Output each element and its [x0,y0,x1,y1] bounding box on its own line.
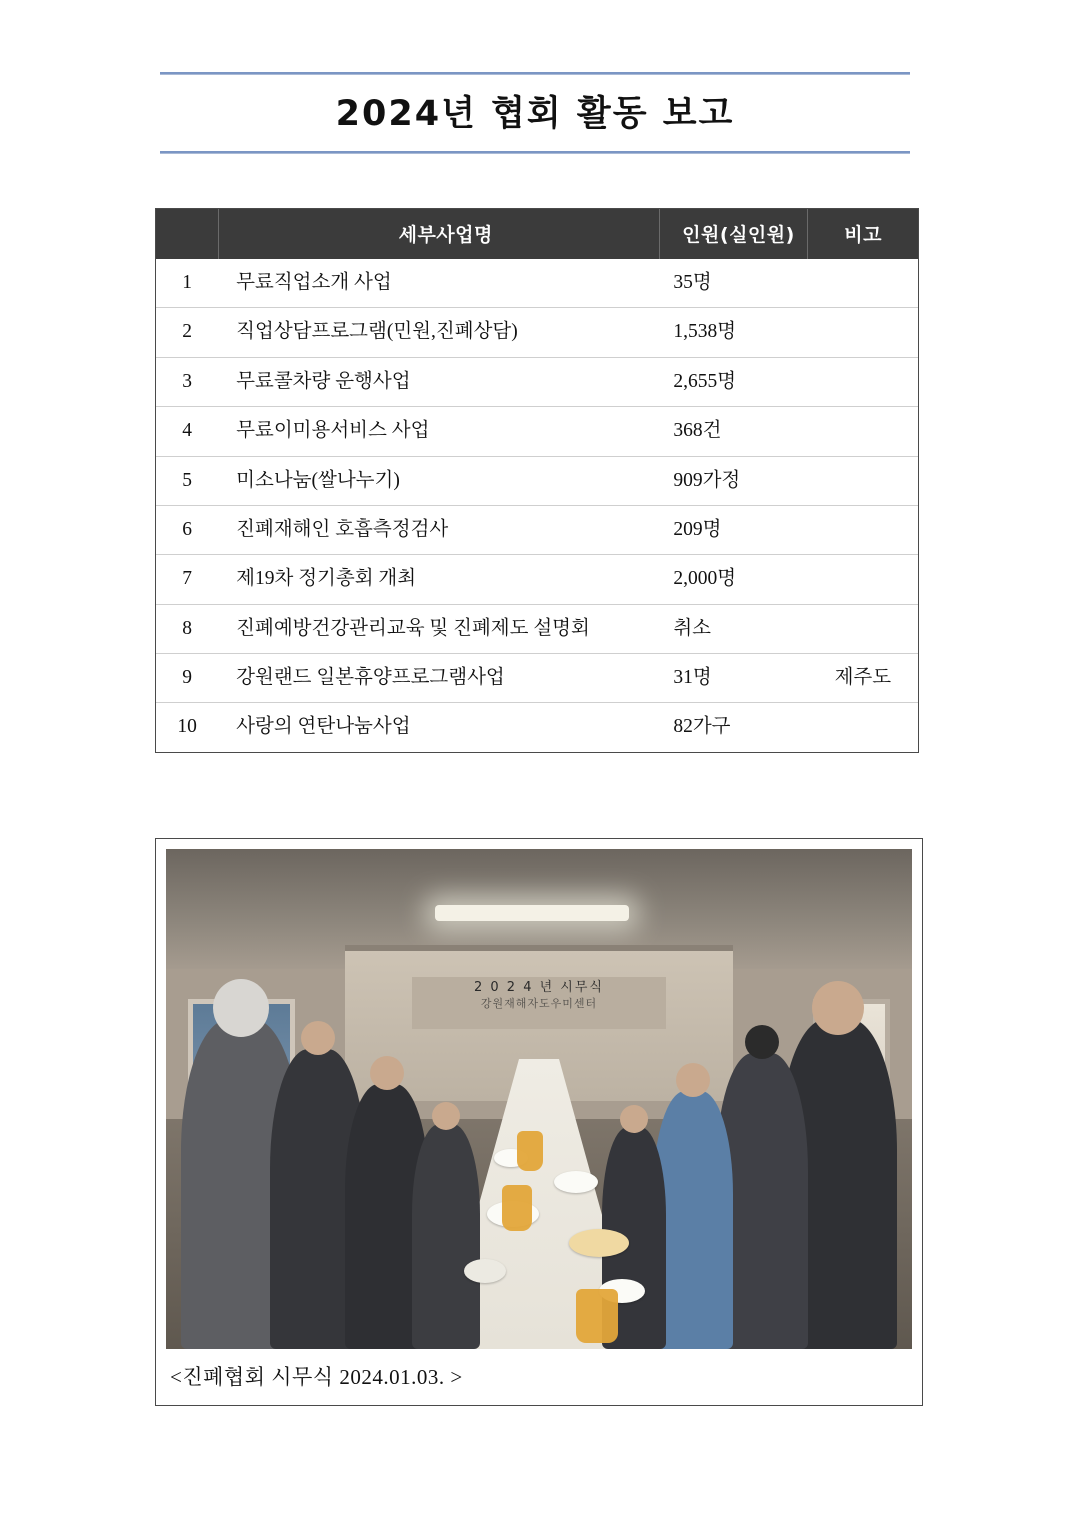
cell-count: 2,655명 [659,357,807,406]
photo-caption: <진폐협회 시무식 2024.01.03. > [170,1365,463,1389]
photo-drink-jug [576,1289,618,1343]
cell-note [808,456,918,505]
photo-tableware [554,1171,598,1193]
cell-note [808,604,918,653]
cell-name: 무료이미용서비스 사업 [218,407,659,456]
cell-name: 강원랜드 일본휴양프로그램사업 [218,654,659,703]
photo-block [155,838,923,1406]
cell-no: 10 [177,716,197,738]
cell-name: 무료콜차량 운행사업 [218,357,659,406]
photo-person-head [812,981,864,1035]
photo-banner-line1: 2 0 2 4 년 시무식 [473,980,604,995]
document-title-block [160,72,910,154]
cell-name: 무료직업소개 사업 [218,259,659,308]
table-row [156,456,918,505]
cell-no: 1 [156,259,218,308]
cell-name: 직업상담프로그램(민원,진폐상담) [218,308,659,357]
cell-note [808,407,918,456]
activity-report-table [155,208,919,753]
cell-note [808,505,918,554]
table-row [156,407,918,456]
cell-name: 진폐예방건강관리교육 및 진폐제도 설명회 [218,604,659,653]
cell-name: 사랑의 연탄나눔사업 [236,716,411,738]
column-header-no [156,209,218,259]
photo-person-head [213,979,269,1037]
photo-person-head [745,1025,779,1059]
page-title: 2024년 협회 활동 보고 [335,94,735,134]
cell-name: 진폐재해인 호흡측정검사 [218,505,659,554]
table-row [156,308,918,357]
cell-no: 5 [156,456,218,505]
photo-tableware [569,1229,629,1257]
photo-drink-jug [517,1131,543,1171]
photo-drink-jug [502,1185,532,1231]
photo-person [412,1124,480,1349]
table-row [156,259,918,308]
cell-note [808,308,918,357]
cell-name: 미소나눔(쌀나누기) [218,456,659,505]
table-row [156,357,918,406]
photo-banner [412,977,666,1029]
table-row [156,505,918,554]
cell-note [808,703,918,752]
cell-count: 368건 [659,407,807,456]
cell-count: 1,538명 [659,308,807,357]
cell-no: 8 [156,604,218,653]
table-row [156,604,918,653]
cell-count: 35명 [659,259,807,308]
cell-no: 3 [156,357,218,406]
cell-note [808,555,918,604]
column-header-note: 비고 [808,209,918,259]
photo-person-head [370,1056,404,1090]
cell-note [808,259,918,308]
photo-person-head [301,1021,335,1055]
photo-person-head [432,1102,460,1130]
table-row [156,555,918,604]
table-body [156,259,918,752]
photo-banner-line2: 강원재해자도우미센터 [480,996,598,1010]
column-header-name: 세부사업명 [218,209,659,259]
cell-count: 2,000명 [659,555,807,604]
photo-person-head [676,1063,710,1097]
cell-name: 제19차 정기총회 개최 [218,555,659,604]
cell-count: 909가정 [659,456,807,505]
cell-count: 82가구 [673,716,731,738]
table-row [156,654,918,703]
cell-no: 6 [156,505,218,554]
column-header-count: 인원(실인원) [659,209,807,259]
cell-count: 31명 [659,654,807,703]
cell-count: 209명 [659,505,807,554]
cell-no: 7 [156,555,218,604]
photo-ceiling-light [435,905,629,921]
photo-person-head [620,1105,648,1133]
table-row [156,703,918,752]
cell-note [808,357,918,406]
title-rule-bottom [160,151,910,154]
cell-note: 제주도 [808,654,918,703]
cell-no: 2 [156,308,218,357]
cell-no: 9 [156,654,218,703]
cell-no: 4 [156,407,218,456]
cell-count: 취소 [659,604,807,653]
event-photo [166,849,912,1349]
table-header-row [156,209,918,259]
